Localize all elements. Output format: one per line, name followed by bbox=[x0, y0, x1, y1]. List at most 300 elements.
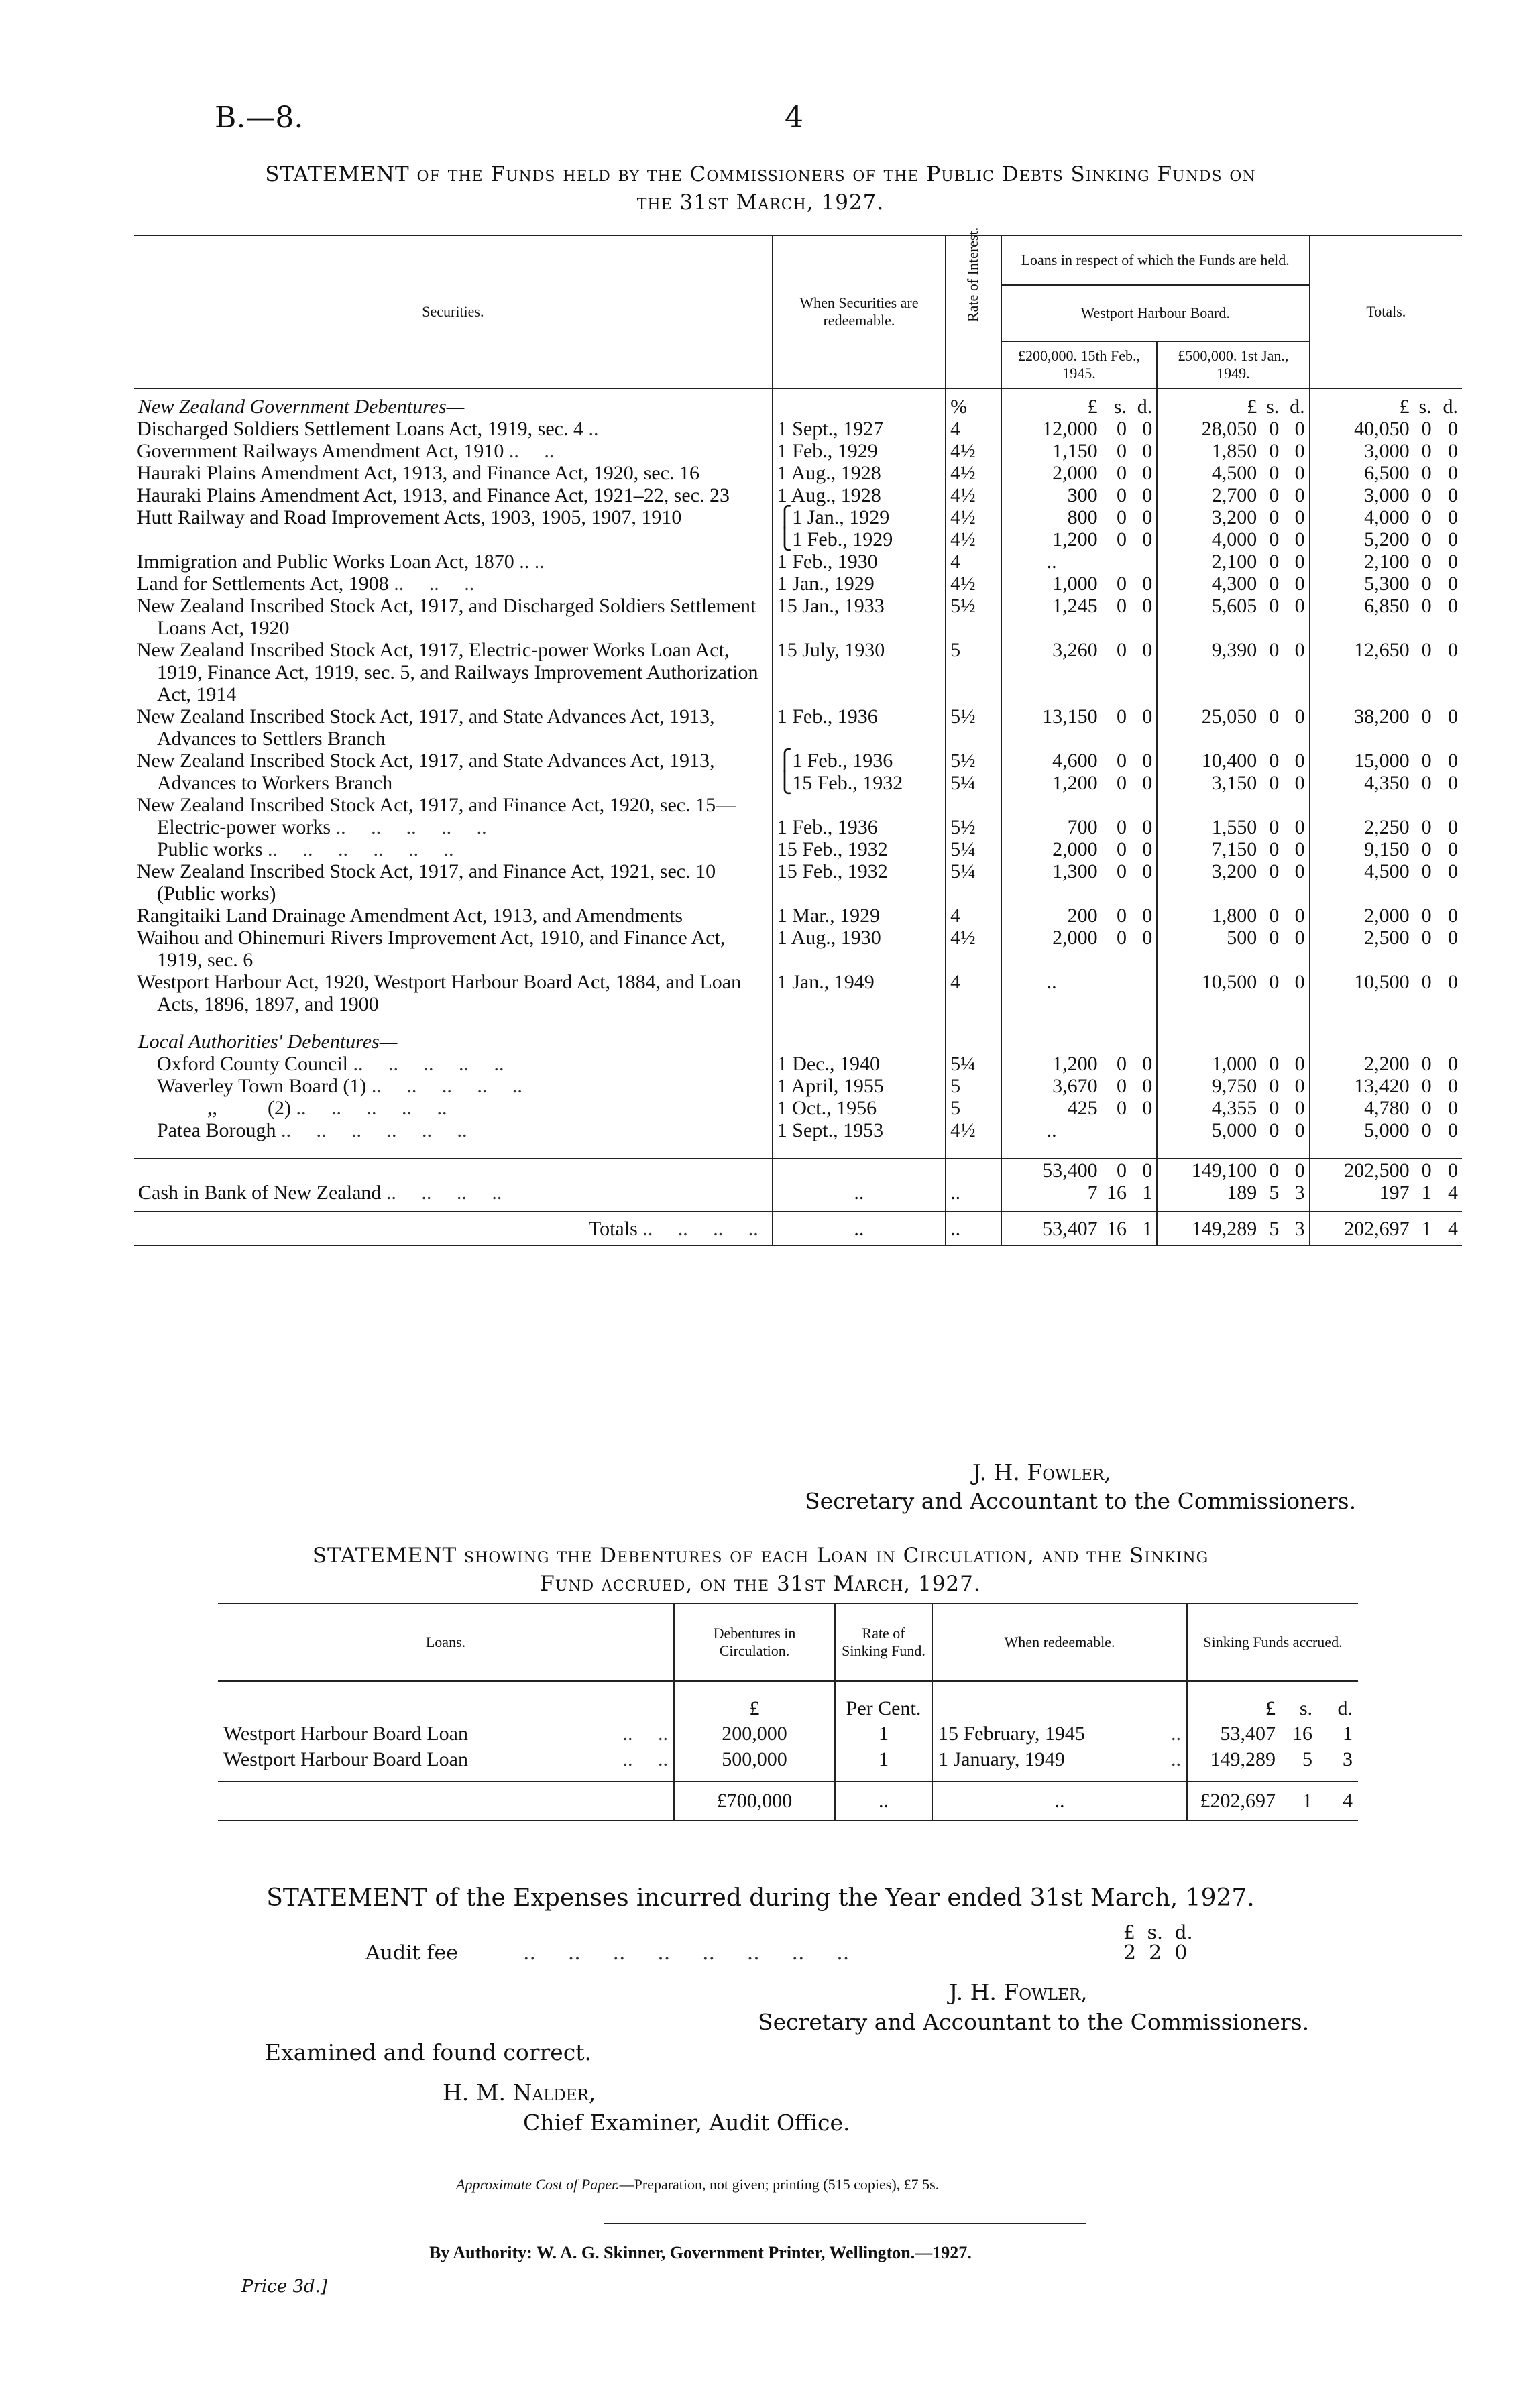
accrued-pounds: 53,407 bbox=[1220, 1723, 1276, 1745]
security-cell bbox=[134, 506, 773, 551]
totals-t: 202,697 bbox=[1344, 1217, 1410, 1240]
amount-bd bbox=[1283, 1097, 1309, 1119]
interest-rate bbox=[946, 573, 1001, 595]
amount-bs bbox=[1261, 705, 1283, 750]
amount-ts bbox=[1414, 905, 1436, 927]
amount-ad bbox=[1131, 838, 1157, 860]
amount-value: 0 bbox=[1142, 506, 1153, 528]
amount-ts bbox=[1414, 816, 1436, 838]
amount-value: 4,600 bbox=[1052, 750, 1098, 772]
amount-value: 15,000 bbox=[1354, 750, 1410, 772]
accrued-shillings: 5 bbox=[1302, 1748, 1312, 1770]
amount-value: 0 bbox=[1116, 573, 1127, 595]
amount-value: 0 bbox=[1269, 905, 1280, 927]
amount-value-2: 1,200 bbox=[1052, 528, 1098, 551]
amount-a bbox=[1001, 838, 1102, 860]
loan-cell bbox=[218, 1721, 674, 1747]
table-row bbox=[134, 838, 1462, 860]
amount-bd bbox=[1283, 1075, 1309, 1097]
amount-a bbox=[1001, 860, 1102, 905]
security-cell bbox=[134, 639, 773, 705]
amount-value: 0 bbox=[1294, 1097, 1305, 1119]
interest-rate bbox=[946, 971, 1001, 1015]
amount-ad bbox=[1131, 1053, 1157, 1075]
leader-dots: .. .. .. .. bbox=[642, 1217, 758, 1240]
amount-b bbox=[1157, 440, 1261, 462]
loans-total-rate: .. bbox=[835, 1782, 932, 1821]
amount-as bbox=[1102, 1053, 1131, 1075]
security-name: New Zealand Inscribed Stock Act, 1917, and Discharged Soldiers Settlement Loans Act, 1920 bbox=[137, 595, 761, 639]
amount-value-2: 0 bbox=[1116, 772, 1127, 794]
redeemable-date-1: 1 Sept., 1953 bbox=[777, 1119, 884, 1141]
table-row bbox=[134, 1097, 1462, 1119]
amount-ad bbox=[1131, 595, 1157, 639]
amount-value: 0 bbox=[1269, 971, 1280, 993]
amount-as bbox=[1102, 838, 1131, 860]
loans-total-row bbox=[218, 1782, 1358, 1821]
amount-ad bbox=[1131, 639, 1157, 705]
amount-ad bbox=[1131, 816, 1157, 838]
leader-dots: .. .. .. .. .. .. .. .. bbox=[523, 1941, 850, 1965]
amount-value: 12,650 bbox=[1354, 639, 1410, 661]
amount-value: 300 bbox=[1067, 484, 1098, 506]
amount-as bbox=[1102, 1119, 1131, 1141]
interest-rate-1: 5½ bbox=[950, 705, 976, 728]
amount-ad bbox=[1131, 750, 1157, 794]
security-name: New Zealand Inscribed Stock Act, 1917, and Finance Act, 1921, sec. 10 (Public works) bbox=[137, 860, 721, 905]
amount-value: 0 bbox=[1269, 838, 1280, 860]
amount-value: 0 bbox=[1294, 484, 1305, 506]
amount-value: 0 bbox=[1294, 573, 1305, 595]
amount-value-2: 3,150 bbox=[1211, 772, 1257, 794]
amount-value: 25,050 bbox=[1201, 705, 1257, 728]
accrued-pence: 3 bbox=[1343, 1748, 1353, 1770]
security-cell bbox=[134, 860, 773, 905]
amount-value: 0 bbox=[1294, 860, 1305, 882]
redeemable-date bbox=[773, 816, 946, 838]
amount-value: 10,400 bbox=[1201, 750, 1257, 772]
cash-t-d: 4 bbox=[1448, 1182, 1458, 1204]
amount-value: 0 bbox=[1448, 484, 1458, 506]
redeemable-cell bbox=[932, 1721, 1187, 1747]
amount-value: 0 bbox=[1142, 462, 1153, 484]
table-row bbox=[218, 1721, 1358, 1747]
interest-rate bbox=[946, 639, 1001, 705]
amount-bd bbox=[1283, 927, 1309, 971]
statement3-title: STATEMENT of the Expenses incurred during the Year ended 31st March, 1927. bbox=[266, 1884, 1255, 1912]
amount-bs bbox=[1261, 750, 1283, 794]
amount-b bbox=[1157, 860, 1261, 905]
cash-row bbox=[134, 1182, 1462, 1204]
redeemable-date bbox=[773, 484, 946, 506]
table-row bbox=[134, 750, 1462, 794]
examiner-name: H. M. Nalder, bbox=[443, 2079, 596, 2106]
amount-b bbox=[1157, 1075, 1261, 1097]
authority-label: By Authority: bbox=[429, 2243, 532, 2262]
cash-t-s: 1 bbox=[1421, 1182, 1432, 1204]
table-row bbox=[134, 484, 1462, 506]
subtotal-b-d: 0 bbox=[1283, 1159, 1309, 1182]
amount-t bbox=[1310, 595, 1414, 639]
amount-value: 13,150 bbox=[1042, 705, 1098, 728]
redeemable-date bbox=[773, 440, 946, 462]
redeemable-date: 1 January, 1949 bbox=[938, 1748, 1065, 1770]
unit-pound: £ bbox=[1247, 396, 1257, 418]
amount-value: 1,000 bbox=[1211, 1053, 1257, 1075]
amount-t bbox=[1310, 838, 1414, 860]
table-row bbox=[134, 816, 1462, 838]
amount-value: 0 bbox=[1142, 595, 1153, 617]
amount-bs bbox=[1261, 506, 1283, 551]
security-name: New Zealand Inscribed Stock Act, 1917, and State Advances Act, 1913, Advances to Settlers Branch bbox=[137, 705, 719, 750]
subtotal-t-s: 0 bbox=[1421, 1159, 1432, 1182]
amount-value: 0 bbox=[1448, 551, 1458, 573]
amount-value: 3,200 bbox=[1211, 860, 1257, 882]
amount-value-2: 0 bbox=[1294, 772, 1305, 794]
redeemable-date bbox=[773, 1075, 946, 1097]
amount-a bbox=[1001, 1053, 1102, 1075]
security-cell bbox=[134, 1097, 773, 1119]
col-westport-harbour-board: Westport Harbour Board. bbox=[1001, 285, 1310, 341]
amount-value: 0 bbox=[1421, 816, 1432, 838]
amount-value-2: 4,000 bbox=[1211, 528, 1257, 551]
statement2-title-line1: STATEMENT showing the Debentures of each Loan in Circulation, and the Sinking bbox=[312, 1544, 1209, 1568]
security-cell bbox=[134, 462, 773, 484]
amount-bs bbox=[1261, 484, 1283, 506]
cash-when: .. bbox=[773, 1182, 946, 1204]
amount-ad bbox=[1131, 1097, 1157, 1119]
amount-value: 5,605 bbox=[1211, 595, 1257, 617]
loan-cell bbox=[218, 1747, 674, 1772]
redeemable-date bbox=[773, 750, 946, 794]
amount-value: 0 bbox=[1116, 1075, 1127, 1097]
security-name: Hauraki Plains Amendment Act, 1913, and Finance Act, 1921–22, sec. 23 bbox=[137, 484, 730, 506]
examined-note: Examined and found correct. bbox=[265, 2039, 592, 2065]
amount-value: 2,500 bbox=[1364, 927, 1410, 949]
amount-td bbox=[1436, 860, 1462, 905]
security-name: Discharged Soldiers Settlement Loans Act, 1919, sec. 4 bbox=[137, 418, 583, 440]
amount-value: 0 bbox=[1448, 573, 1458, 595]
amount-value: 0 bbox=[1448, 705, 1458, 728]
interest-rate-1: 4½ bbox=[950, 927, 976, 949]
amount-value: 700 bbox=[1067, 816, 1098, 838]
security-cell bbox=[134, 440, 773, 462]
amount-value: 0 bbox=[1269, 860, 1280, 882]
amount-as bbox=[1102, 1097, 1131, 1119]
amount-ts bbox=[1414, 838, 1436, 860]
amount-t bbox=[1310, 1097, 1414, 1119]
amount-value: 0 bbox=[1269, 639, 1280, 661]
amount-ad bbox=[1131, 971, 1157, 1015]
amount-value: 4,300 bbox=[1211, 573, 1257, 595]
leader-dots: .. .. bbox=[622, 1748, 668, 1770]
interest-rate bbox=[946, 462, 1001, 484]
price-note: Price 3d.] bbox=[241, 2277, 328, 2297]
amount-value: 5,000 bbox=[1211, 1119, 1257, 1141]
section-nz-government: New Zealand Government Debentures— bbox=[134, 388, 773, 418]
redeemable-date bbox=[773, 573, 946, 595]
interest-rate bbox=[946, 551, 1001, 573]
amount-td bbox=[1436, 639, 1462, 705]
redeemable-date-2: ⎩1 Feb., 1929 bbox=[777, 528, 893, 551]
redeemable-date bbox=[773, 1119, 946, 1141]
amount-value: 3,200 bbox=[1211, 506, 1257, 528]
loans-total-d: 4 bbox=[1343, 1790, 1353, 1812]
amount-value: 0 bbox=[1269, 462, 1280, 484]
amount-bs bbox=[1261, 905, 1283, 927]
col-sinking-rate: Rate of Sinking Fund. bbox=[835, 1603, 932, 1681]
amount-value: 0 bbox=[1142, 705, 1153, 728]
amount-bd bbox=[1283, 440, 1309, 462]
amount-value: 2,100 bbox=[1364, 551, 1410, 573]
unit-shillings: s. bbox=[1113, 396, 1127, 418]
amount-ts bbox=[1414, 1053, 1436, 1075]
amount-td bbox=[1436, 971, 1462, 1015]
amount-td bbox=[1436, 1053, 1462, 1075]
amount-ts bbox=[1414, 927, 1436, 971]
interest-rate-1: 4 bbox=[950, 905, 961, 927]
col-when-redeemable: When redeemable. bbox=[932, 1603, 1187, 1681]
amount-bs bbox=[1261, 927, 1283, 971]
cash-a-s: 16 bbox=[1106, 1182, 1127, 1204]
amount-as bbox=[1102, 418, 1131, 440]
redeemable-date-1: 1 Sept., 1927 bbox=[777, 418, 884, 440]
interest-rate bbox=[946, 418, 1001, 440]
amount-value: 0 bbox=[1116, 705, 1127, 728]
interest-rate bbox=[946, 595, 1001, 639]
signature1-title: Secretary and Accountant to the Commissioners. bbox=[805, 1488, 1357, 1514]
amount-bd bbox=[1283, 506, 1309, 551]
amount-bd bbox=[1283, 462, 1309, 484]
cost-text: —Preparation, not given; printing (515 copies), £7 5s. bbox=[619, 2176, 940, 2193]
security-cell bbox=[134, 971, 773, 1015]
amount-value: 0 bbox=[1116, 462, 1127, 484]
amount-as bbox=[1102, 639, 1131, 705]
amount-bs bbox=[1261, 462, 1283, 484]
debentures-value: 500,000 bbox=[674, 1747, 835, 1772]
amount-b bbox=[1157, 838, 1261, 860]
table-row bbox=[134, 971, 1462, 1015]
security-cell bbox=[134, 573, 773, 595]
interest-rate-2: 4½ bbox=[950, 528, 976, 551]
amount-bd bbox=[1283, 705, 1309, 750]
amount-value: 4,500 bbox=[1211, 462, 1257, 484]
cash-b-d: 3 bbox=[1283, 1182, 1309, 1204]
redeemable-date-1: 1 Feb., 1930 bbox=[777, 551, 878, 573]
cash-t: 197 bbox=[1379, 1182, 1410, 1204]
amount-value-2: 0 bbox=[1269, 528, 1280, 551]
amount-value: 0 bbox=[1448, 595, 1458, 617]
amount-value: 0 bbox=[1421, 595, 1432, 617]
redeemable-date bbox=[773, 838, 946, 860]
subtotal-a-d: 0 bbox=[1131, 1159, 1157, 1182]
amount-value: 4,355 bbox=[1211, 1097, 1257, 1119]
amount-value: 0 bbox=[1448, 750, 1458, 772]
amount-bs bbox=[1261, 440, 1283, 462]
amount-value: 6,850 bbox=[1364, 595, 1410, 617]
leader-dots: .. .. bbox=[622, 1723, 668, 1745]
security-name: Rangitaiki Land Drainage Amendment Act, 1913, and Amendments bbox=[137, 905, 683, 927]
amount-ad bbox=[1131, 905, 1157, 927]
amount-ts bbox=[1414, 705, 1436, 750]
redeemable-date bbox=[773, 639, 946, 705]
amount-value: .. bbox=[1046, 971, 1057, 993]
security-cell bbox=[134, 595, 773, 639]
redeemable-date-1: 15 Feb., 1932 bbox=[777, 838, 888, 860]
cash-rate: .. bbox=[946, 1182, 1001, 1204]
redeemable-date bbox=[773, 705, 946, 750]
amount-bs bbox=[1261, 551, 1283, 573]
table-row bbox=[134, 639, 1462, 705]
amount-b bbox=[1157, 1097, 1261, 1119]
interest-rate bbox=[946, 838, 1001, 860]
redeemable-date bbox=[773, 927, 946, 971]
amount-bd bbox=[1283, 573, 1309, 595]
amount-bd bbox=[1283, 905, 1309, 927]
amount-value: 0 bbox=[1142, 927, 1153, 949]
amount-td bbox=[1436, 927, 1462, 971]
amount-value: 2,000 bbox=[1052, 927, 1098, 949]
amount-value: 0 bbox=[1142, 1075, 1153, 1097]
amount-b bbox=[1157, 595, 1261, 639]
amount-value: 0 bbox=[1294, 506, 1305, 528]
amount-t bbox=[1310, 506, 1414, 551]
amount-value: 0 bbox=[1421, 927, 1432, 949]
redeemable-date-1: ⎧1 Jan., 1929 bbox=[777, 506, 890, 528]
redeemable-date-1: 15 Feb., 1932 bbox=[777, 860, 888, 882]
amount-as bbox=[1102, 971, 1131, 1015]
amount-b bbox=[1157, 484, 1261, 506]
amount-value: 0 bbox=[1421, 905, 1432, 927]
amount-value: 10,500 bbox=[1354, 971, 1410, 993]
amount-value: 0 bbox=[1269, 440, 1280, 462]
amount-value-2: 5,200 bbox=[1364, 528, 1410, 551]
cash-b: 189 bbox=[1227, 1182, 1257, 1204]
security-name: Electric-power works bbox=[157, 816, 331, 838]
amount-value: 0 bbox=[1421, 484, 1432, 506]
table-row bbox=[134, 418, 1462, 440]
col-when-redeemable: When Securities are redeemable. bbox=[773, 235, 946, 388]
sub-heading-finance-act: New Zealand Inscribed Stock Act, 1917, and Finance Act, 1920, sec. 15— bbox=[134, 794, 773, 816]
amount-ad bbox=[1131, 573, 1157, 595]
amount-value: 0 bbox=[1269, 1097, 1280, 1119]
unit-pence: d. bbox=[1337, 1697, 1353, 1719]
interest-rate-1: 5 bbox=[950, 1097, 961, 1119]
amount-value-2: 0 bbox=[1116, 528, 1127, 551]
amount-value: 7,150 bbox=[1211, 838, 1257, 860]
amount-value: 0 bbox=[1116, 484, 1127, 506]
amount-a bbox=[1001, 816, 1102, 838]
redeemable-date-1: 1 Feb., 1936 bbox=[777, 816, 878, 838]
totals-b: 149,289 bbox=[1191, 1217, 1257, 1240]
amount-value: 0 bbox=[1269, 418, 1280, 440]
amount-t bbox=[1310, 1075, 1414, 1097]
amount-td bbox=[1436, 595, 1462, 639]
amount-td bbox=[1436, 506, 1462, 551]
table-row bbox=[134, 1053, 1462, 1075]
amount-a bbox=[1001, 573, 1102, 595]
amount-a bbox=[1001, 551, 1102, 573]
amount-bs bbox=[1261, 595, 1283, 639]
amount-ts bbox=[1414, 971, 1436, 1015]
amount-value: 0 bbox=[1116, 595, 1127, 617]
security-cell bbox=[134, 418, 773, 440]
amount-value: 0 bbox=[1421, 1053, 1432, 1075]
amount-td bbox=[1436, 1119, 1462, 1141]
totals-label: Totals bbox=[588, 1217, 638, 1240]
amount-a bbox=[1001, 1097, 1102, 1119]
amount-ts bbox=[1414, 1119, 1436, 1141]
amount-ad bbox=[1131, 484, 1157, 506]
unit-pound: £ bbox=[1265, 1697, 1276, 1719]
amount-t bbox=[1310, 573, 1414, 595]
redeemable-date bbox=[773, 595, 946, 639]
redeemable-date-1: 1 Oct., 1956 bbox=[777, 1097, 877, 1119]
amount-value-2: 0 bbox=[1421, 528, 1432, 551]
sinking-rate: 1 bbox=[835, 1721, 932, 1747]
col-loans: Loans. bbox=[218, 1603, 674, 1681]
cash-a-d: 1 bbox=[1131, 1182, 1157, 1204]
amount-value: 9,150 bbox=[1364, 838, 1410, 860]
redeemable-date bbox=[773, 1097, 946, 1119]
amount-as bbox=[1102, 551, 1131, 573]
unit-pence: d. bbox=[1443, 396, 1458, 418]
amount-bs bbox=[1261, 860, 1283, 905]
amount-b bbox=[1157, 1119, 1261, 1141]
interest-rate-1: 4 bbox=[950, 551, 961, 573]
amount-b bbox=[1157, 462, 1261, 484]
amount-value: 0 bbox=[1294, 838, 1305, 860]
examiner-title: Chief Examiner, Audit Office. bbox=[523, 2110, 850, 2136]
amount-value: 0 bbox=[1142, 905, 1153, 927]
amount-value: 0 bbox=[1294, 927, 1305, 949]
amount-a bbox=[1001, 1119, 1102, 1141]
redeemable-date-1: 1 Aug., 1928 bbox=[777, 462, 881, 484]
interest-rate-1: 4½ bbox=[950, 506, 976, 528]
amount-ts bbox=[1414, 573, 1436, 595]
amount-value: 0 bbox=[1269, 506, 1280, 528]
totals-b-d: 3 bbox=[1283, 1212, 1309, 1245]
amount-b bbox=[1157, 927, 1261, 971]
amount-value: 1,245 bbox=[1052, 595, 1098, 617]
amount-value: 0 bbox=[1448, 905, 1458, 927]
amount-value: 0 bbox=[1116, 639, 1127, 661]
amount-value: 0 bbox=[1421, 1097, 1432, 1119]
interest-rate-1: 5¼ bbox=[950, 838, 976, 860]
amount-t bbox=[1310, 705, 1414, 750]
redeemable-date-1: 15 July, 1930 bbox=[777, 639, 885, 661]
amount-value: 4,780 bbox=[1364, 1097, 1410, 1119]
amount-ad bbox=[1131, 440, 1157, 462]
amount-value: 0 bbox=[1421, 440, 1432, 462]
statement3-units: £ s. d. bbox=[1123, 1921, 1193, 1943]
security-name: New Zealand Inscribed Stock Act, 1917, Electric-power Works Loan Act, 1919, Finance Act, 1919, sec. 5, and Railways Improvement Authorization Act, 1914 bbox=[137, 639, 763, 705]
amount-ts bbox=[1414, 551, 1436, 573]
leader-dots: .. .. .. .. .. bbox=[296, 1097, 447, 1119]
leader-dots: .. .. .. bbox=[394, 573, 475, 595]
amount-value: 1,150 bbox=[1052, 440, 1098, 462]
amount-bd bbox=[1283, 551, 1309, 573]
unit-per-cent: Per Cent. bbox=[835, 1681, 932, 1721]
security-name: Public works bbox=[157, 838, 263, 860]
interest-rate-1: 4½ bbox=[950, 1119, 976, 1141]
amount-value: 0 bbox=[1269, 927, 1280, 949]
amount-a bbox=[1001, 927, 1102, 971]
interest-rate-1: 5 bbox=[950, 639, 961, 661]
redeemable-date-1: 1 April, 1955 bbox=[777, 1075, 884, 1097]
amount-value-2: 1,200 bbox=[1052, 772, 1098, 794]
amount-value-2: 0 bbox=[1448, 772, 1458, 794]
